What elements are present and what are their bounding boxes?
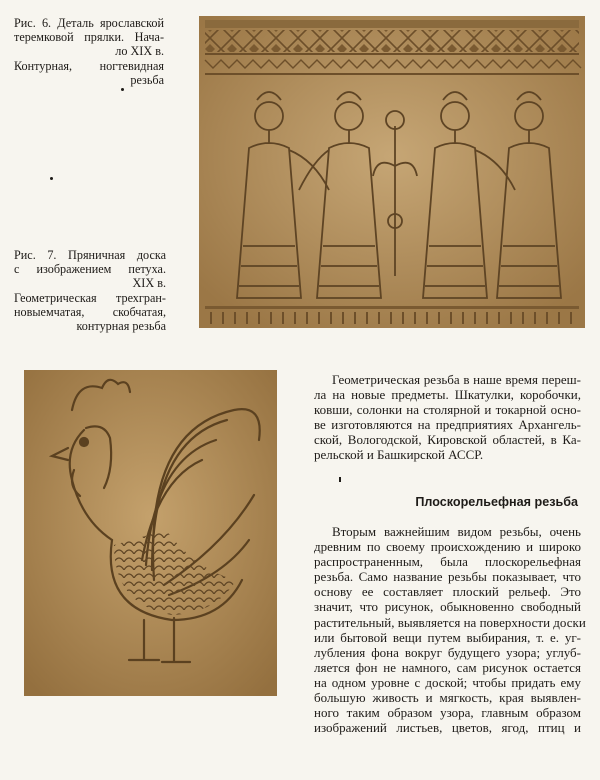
text-line: большую живость и мягкость, края выявлен- [314,690,581,706]
caption-line: контурная резьба [76,319,166,334]
text-line: ковши, солонки на столярной и токарной осно- [314,402,581,418]
print-speck [121,88,124,91]
caption-line: Рис. 7. Пряничная доска [14,248,166,262]
text-line: основу ее составляет плоский рельеф. Это [314,584,581,600]
caption-line: Рис. 6. Деталь ярославской [14,16,164,30]
rooster-carving-illustration [24,370,277,696]
carving-figures-illustration [199,16,585,328]
text-line: древним по своему происхождению и широко [314,539,581,555]
caption-line: XIX в. [132,276,166,291]
figure-7-rooster-board-photo [24,370,277,696]
caption-line: с изображением петуха. [14,262,166,277]
text-line: распространенным, была плоскорельефная [314,554,581,570]
text-line: Геометрическая резьба в наше время переш- [332,372,581,387]
caption-line: новыемчатая, скобчатая, [14,304,166,319]
text-line: значит, что рисунок, обыкновенно свободный [314,599,581,615]
text-line: ве изготовляются на предприятиях Архангель- [314,417,581,433]
text-line: Вторым важнейшим видом резьбы, очень [332,524,581,539]
caption-line: Контурная, ногтевидная [14,58,164,73]
text-line: ляется фон не намного, сам рисунок остается [314,659,581,675]
text-line: ской, Вологодской, Кировской областей, в Ка- [314,432,581,448]
print-speck [50,177,53,180]
text-line: резьба. Само название резьбы показывает, что [314,569,581,585]
caption-line: Геометрическая трехгран- [14,290,166,305]
caption-line: резьба [130,72,164,87]
print-mark [339,477,341,482]
text-line: ного таким образом узора, главным образом [314,705,581,721]
text-line: ла на новые предметы. Шкатулки, коробочки, [314,387,581,403]
text-line: на одном уровне с доской; чтобы придать ему [314,674,581,690]
caption-line: ло XIX в. [115,44,164,59]
figure-7-caption [14,248,166,333]
figure-6-caption [14,16,164,87]
section-heading: Плоскорельефная резьба [415,495,578,509]
paragraph-geometric-carving [314,372,581,463]
text-line: рельской и Башкирской АССР. [314,447,484,463]
text-line: или бытовой вещи путем выбирания, т. е. уг- [314,629,581,645]
figure-6-carved-distaff-photo [199,16,585,328]
paragraph-flat-relief-carving [314,524,586,736]
caption-line: теремковой прялки. Нача- [14,30,164,45]
text-line: растительный, выявляется на поверхности доски [314,614,586,630]
text-line: изображений листьев, цветов, ягод, птиц и [314,720,581,736]
text-line: лубления фона вокруг будущего узора; углуб- [314,644,581,660]
